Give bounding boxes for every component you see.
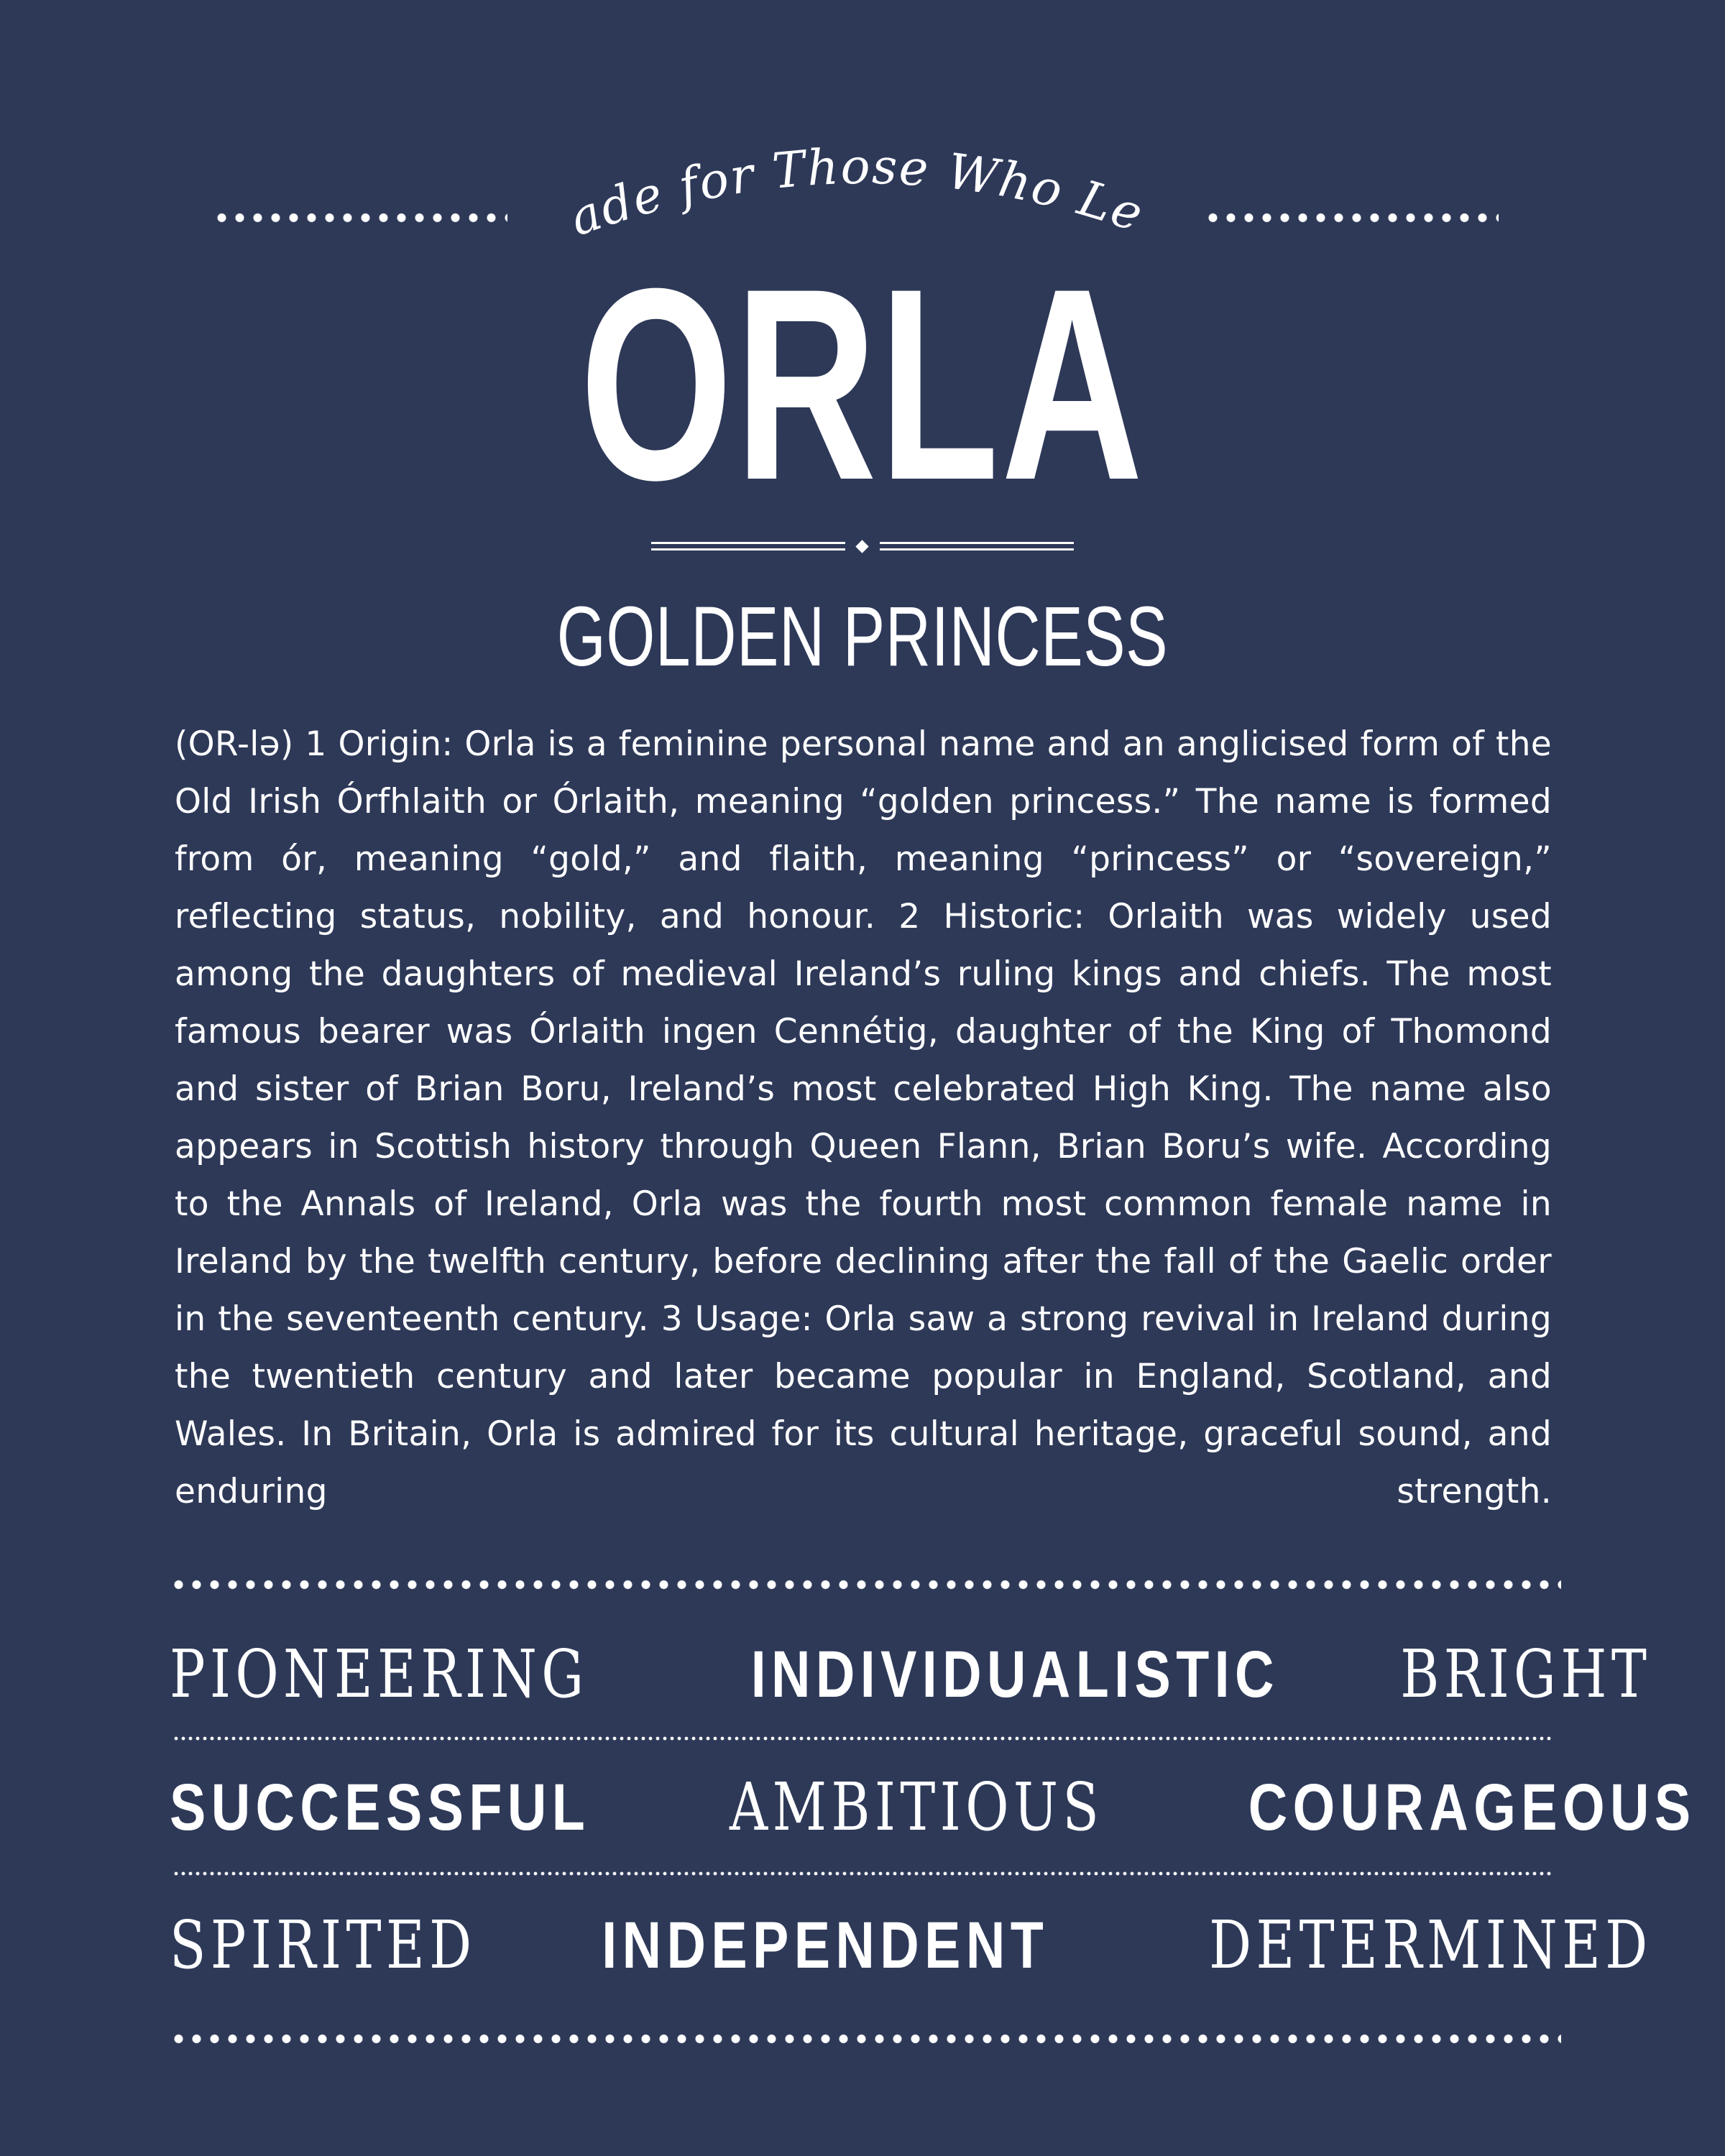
trait-individualistic: INDIVIDUALISTIC bbox=[750, 1638, 1279, 1711]
traits-separator-1 bbox=[172, 1736, 1552, 1741]
tagline-dots-right bbox=[1204, 213, 1499, 223]
trait-bright: BRIGHT bbox=[1399, 1636, 1651, 1713]
trait-spirited: SPIRITED bbox=[170, 1907, 477, 1984]
trait-successful: SUCCESSFUL bbox=[170, 1771, 591, 1844]
tagline-dots-left bbox=[213, 213, 507, 223]
traits-separator-2 bbox=[172, 1871, 1552, 1876]
name-title: ORLA bbox=[579, 231, 1146, 537]
name-meaning: GOLDEN PRINCESS bbox=[556, 589, 1169, 684]
traits-top-dots bbox=[170, 1580, 1561, 1590]
title-divider bbox=[651, 542, 1074, 552]
trait-ambitious: AMBITIOUS bbox=[729, 1769, 1103, 1846]
trait-independent: INDEPENDENT bbox=[602, 1909, 1049, 1982]
traits-row-3 bbox=[170, 1906, 1652, 1985]
trait-courageous: COURAGEOUS bbox=[1248, 1771, 1696, 1844]
name-description: (OR-lə) 1 Origin: Orla is a feminine personal name and an anglicised form of the Old Irish Órfhlaith or Órlaith, meaning “golden princess.” The name is formed from ór, meaning “gold,” and flaith, meaning “princess” or “sovereign,” reflecting status, nobility, and honour. 2 Historic: Orlaith was widely used among the daughters of medieval Ireland’s ruling kings and chiefs. The most famous bearer was Órlaith ingen Cennétig, daughter of the King of Thomond and sister of Brian Boru, Ireland’s most celebrated High King. The name also appears in Scottish history through Queen Flann, Brian Boru’s wife. According to the Annals of Ireland, Orla was the fourth most common female name in Ireland by the twelfth century, before declining after the fall of the Gaelic order in the seventeenth century. 3 Usage: Orla saw a strong revival in Ireland during the twentieth century and later became popular in England, Scotland, and Wales. In Britain, Orla is admired for its cultural heritage, graceful sound, and enduring strength. bbox=[175, 724, 1552, 1511]
traits-row-2 bbox=[170, 1768, 1696, 1847]
tagline-text: Made for Those Who Lead bbox=[520, 70, 1151, 248]
trait-pioneering: PIONEERING bbox=[170, 1636, 589, 1713]
trait-determined: DETERMINED bbox=[1208, 1907, 1652, 1984]
svg-text:Made for Those Who Lead bbox=[519, 70, 1151, 248]
traits-bottom-dots bbox=[170, 2034, 1561, 2044]
traits-row-1 bbox=[170, 1635, 1651, 1714]
diamond-icon bbox=[855, 540, 868, 553]
